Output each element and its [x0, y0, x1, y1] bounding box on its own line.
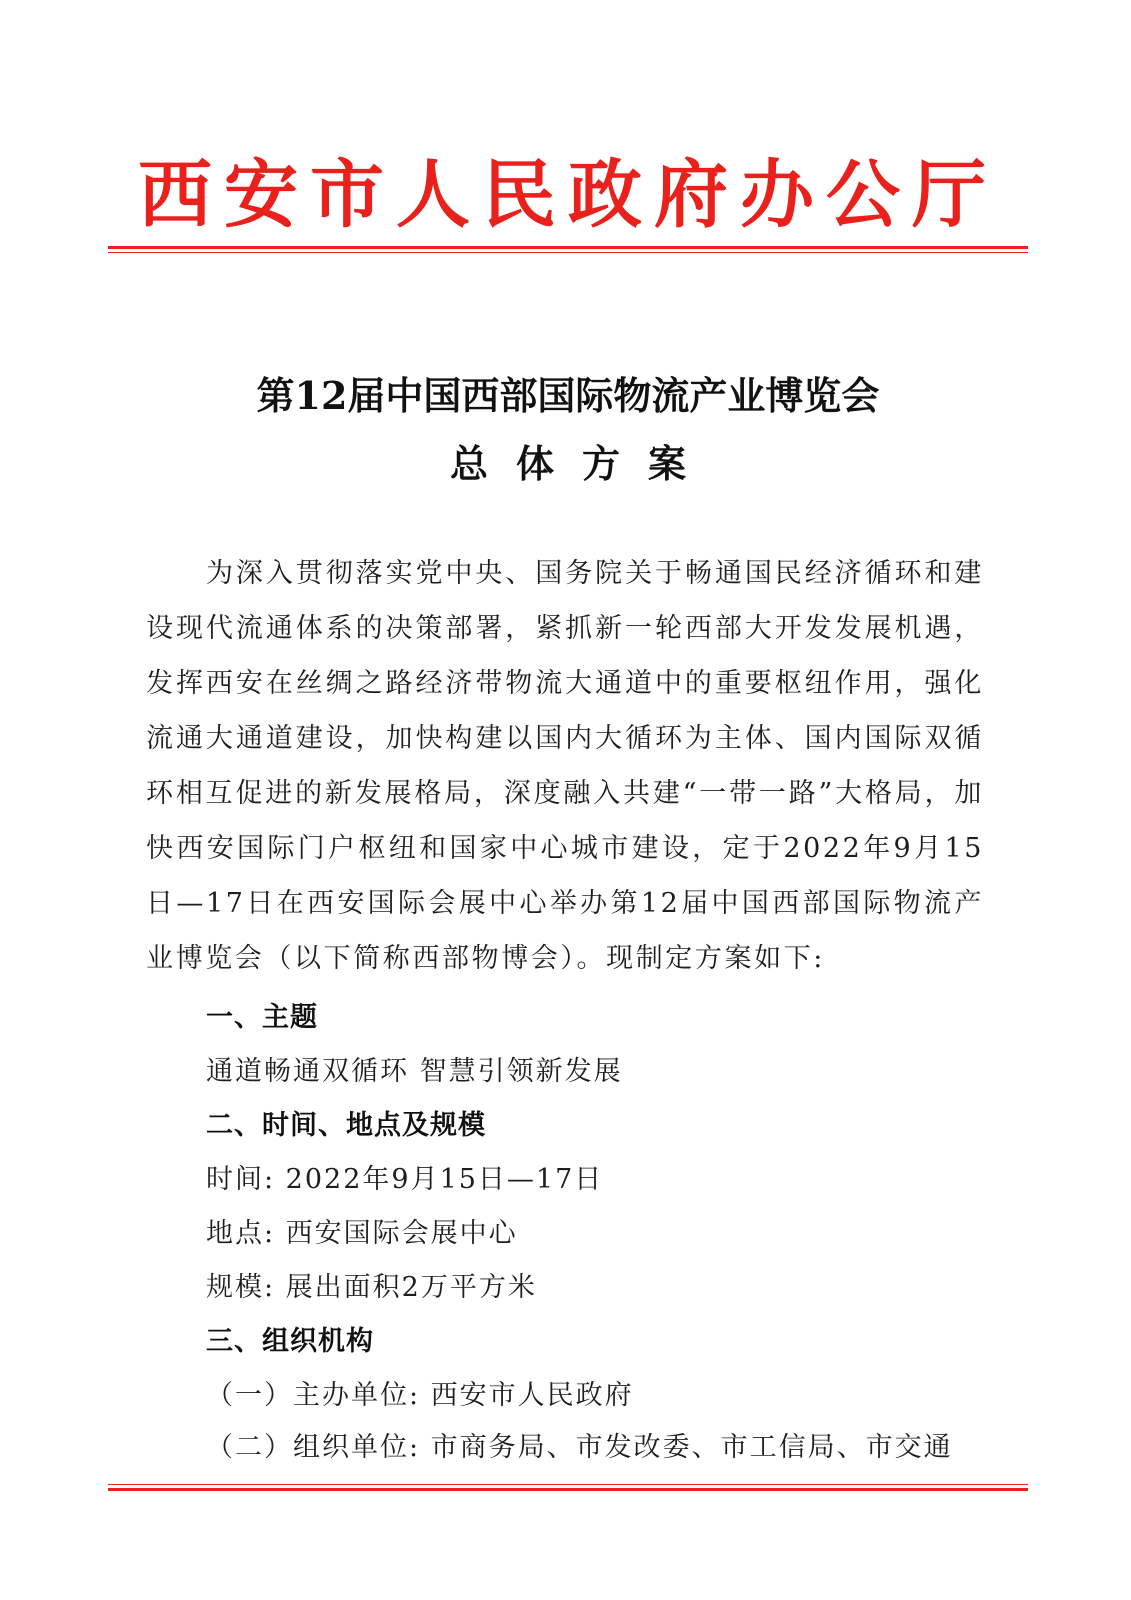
intro-paragraph: 为深入贯彻落实党中央、国务院关于畅通国民经济循环和建设现代流通体系的决策部署，紧抓新一轮西部大开发发展机遇，发挥西安在丝绸之路经济带物流大通道中的重要枢纽作用，强化流通大通道建设，加快构建以国内大循环为主体、国内国际双循环相互促进的新发展格局，深度融入共建“一带一路”大格局，加快西安国际门户枢纽和国家中心城市建设，定于2022年9月15日—17日在西安国际会展中心举办第12届中国西部国际物流产业博览会（以下简称西部物博会）。现制定方案如下: [146, 558, 984, 974]
event-place: 地点: 西安国际会展中心 [206, 1218, 518, 1249]
event-time: 时间: 2022年9月15日—17日 [206, 1164, 604, 1195]
document-title: 第12届中国西部国际物流产业博览会 [256, 373, 880, 418]
section-heading-organization: 三、组织机构 [206, 1326, 374, 1357]
event-scale: 规模: 展出面积2万平方米 [206, 1272, 537, 1303]
section-heading-time-place-scale: 二、时间、地点及规模 [206, 1110, 486, 1141]
host-unit: （一）主办单位: 西安市人民政府 [206, 1380, 634, 1411]
theme-content: 通道畅通双循环 智慧引领新发展 [206, 1056, 623, 1087]
organizing-units: （二）组织单位: 市商务局、市发改委、市工信局、市交通 [206, 1432, 953, 1463]
section-heading-theme: 一、主题 [206, 1002, 318, 1033]
issuing-authority-masthead: 西安市人民政府办公厅 [138, 152, 998, 238]
document-subtitle: 总体方案 [449, 441, 714, 486]
masthead-divider [108, 246, 1028, 253]
footer-divider [108, 1484, 1028, 1491]
